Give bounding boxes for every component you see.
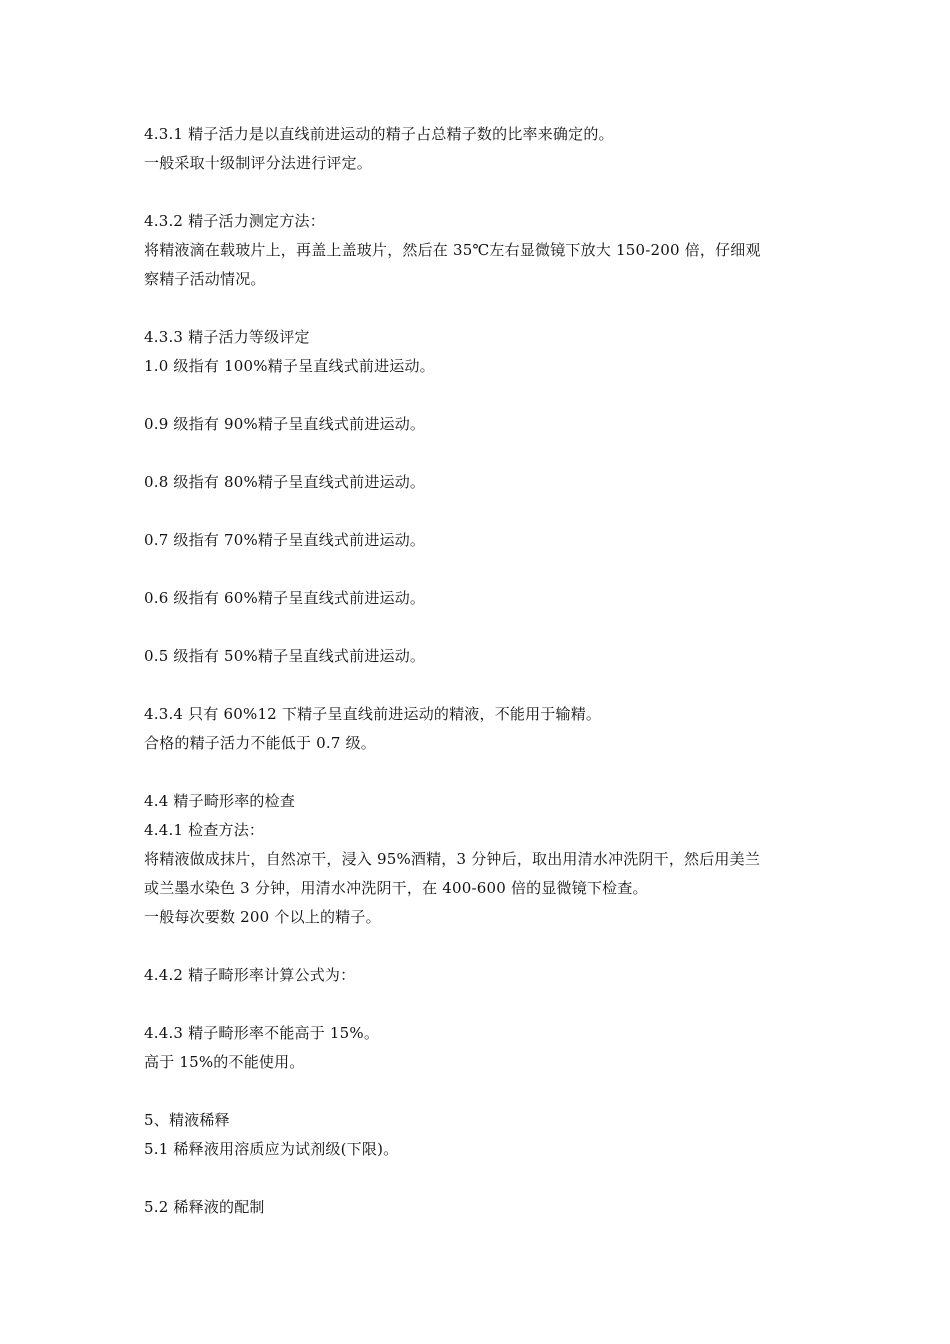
chapter-heading: 5、精液稀释 [144,1111,230,1129]
blank-line [144,1164,824,1193]
text-line: 高于 15%的不能使用。 [144,1053,305,1071]
section-heading: 4.3.3 精子活力等级评定 [144,328,310,346]
blank-line [144,932,824,961]
grade-line: 1.0 级指有 100%精子呈直线式前进运动。 [144,357,435,375]
grade-line: 0.9 级指有 90%精子呈直线式前进运动。 [144,415,426,433]
grade-line: 0.8 级指有 80%精子呈直线式前进运动。 [144,473,426,491]
blank-line [144,613,824,642]
blank-line [144,555,824,584]
text-line: 察精子活动情况。 [144,270,266,288]
text-line: 或兰墨水染色 3 分钟，用清水冲洗阴干，在 400-600 倍的显微镜下检查。 [144,879,648,897]
blank-line [144,758,824,787]
document-body [144,120,824,1222]
section-heading: 4.3.4 只有 60%12 下精子呈直线前进运动的精液，不能用于输精。 [144,705,602,723]
text-line: 合格的精子活力不能低于 0.7 级。 [144,734,376,752]
text-line: 4.3.1 精子活力是以直线前进运动的精子占总精子数的比率来确定的。 [144,125,614,143]
grade-line: 0.7 级指有 70%精子呈直线式前进运动。 [144,531,426,549]
grade-line: 0.5 级指有 50%精子呈直线式前进运动。 [144,647,426,665]
blank-line [144,294,824,323]
text-line: 将精液滴在载玻片上，再盖上盖玻片，然后在 35℃左右显微镜下放大 150-200 倍，仔细观 [144,241,761,259]
text-line: 将精液做成抹片，自然凉干，浸入 95%酒精，3 分钟后，取出用清水冲洗阴干，然后用美兰 [144,850,761,868]
blank-line [144,497,824,526]
section-heading: 5.2 稀释液的配制 [144,1198,265,1216]
blank-line [144,1077,824,1106]
section-heading: 4.4.2 精子畸形率计算公式为： [144,966,356,984]
section-heading: 4.4 精子畸形率的检查 [144,792,296,810]
section-heading: 4.4.3 精子畸形率不能高于 15%。 [144,1024,380,1042]
blank-line [144,178,824,207]
section-heading: 4.3.2 精子活力测定方法： [144,212,325,230]
blank-line [144,671,824,700]
section-heading: 5.1 稀释液用溶质应为试剂级(下限)。 [144,1140,399,1158]
blank-line [144,990,824,1019]
blank-line [144,381,824,410]
section-heading: 4.4.1 检查方法： [144,821,265,839]
text-line: 一般采取十级制评分法进行评定。 [144,154,373,172]
text-line: 一般每次要数 200 个以上的精子。 [144,908,381,926]
blank-line [144,439,824,468]
grade-line: 0.6 级指有 60%精子呈直线式前进运动。 [144,589,426,607]
